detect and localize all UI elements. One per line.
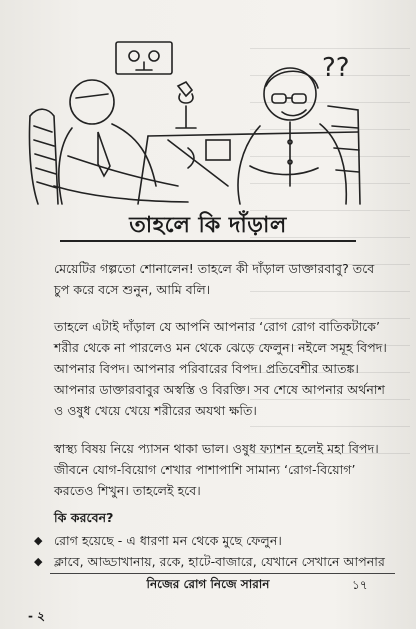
page-number: ১৭ bbox=[352, 578, 368, 592]
list-item bbox=[32, 551, 392, 572]
diamond-bullet-icon: ◆ bbox=[34, 555, 43, 568]
paragraph-1: মেয়েটির গল্পতো শোনালেন! তাহলে কী দাঁড়াল ডাক্তারবাবু? তবে চুপ করে বসে শুনুন, আমি বলি। bbox=[54, 261, 375, 297]
list-item-text: রোগ হয়েছে - এ ধারণা মন থেকে মুছে ফেলুন। bbox=[54, 533, 282, 548]
title-underline bbox=[60, 240, 356, 242]
diamond-bullet-icon: ◆ bbox=[34, 534, 43, 547]
doctor-patient-illustration bbox=[28, 36, 368, 206]
footer-rule bbox=[50, 573, 395, 574]
chapter-title: তাহলে কি দাঁড়াল bbox=[129, 213, 287, 238]
running-footer-title: নিজের রোগ নিজে সারান bbox=[146, 577, 270, 591]
paragraph-3: স্বাস্থ্য বিষয় নিয়ে প্যাসন থাকা ভাল। ওষুধ ফ্যাশন হলেই মহা বিপদ। জীবনে যোগ-বিয়োগ শেখার পাশাপাশি সামান্য ‘রোগ-বিয়োগ’ করতেও শিখুন। তাহলেই হবে। bbox=[54, 441, 379, 498]
question-marks: ?? bbox=[322, 53, 350, 83]
side-mark: - ২ bbox=[28, 609, 45, 623]
list-item-text: ক্লাবে, আড্ডাখানায়, রকে, হাটে-বাজারে, যেখানে সেখানে আপনার bbox=[54, 554, 385, 569]
section-heading: কি করবেন? bbox=[54, 510, 114, 525]
bullet-list bbox=[32, 530, 392, 572]
paragraph-2: তাহলে এটাই দাঁড়াল যে আপনি আপনার ‘রোগ রোগ বাতিকটাকে’ শরীর থেকে না পারলেও মন থেকে ঝেড়ে ফেলুন। নইলে সমূহ বিপদ। আপনার বিপদ। আপনার পরিবারের বিপদ। প্রতিবেশীর আতঙ্ক। আপনার ডাক্তারবাবুর অস্বস্তি ও বিরক্তি। সব শেষে আপনার অর্থনাশ ও ওষুধ খেয়ে খেয়ে শরীরের অযথা ক্ষতি। bbox=[54, 319, 387, 418]
list-item bbox=[32, 530, 392, 551]
